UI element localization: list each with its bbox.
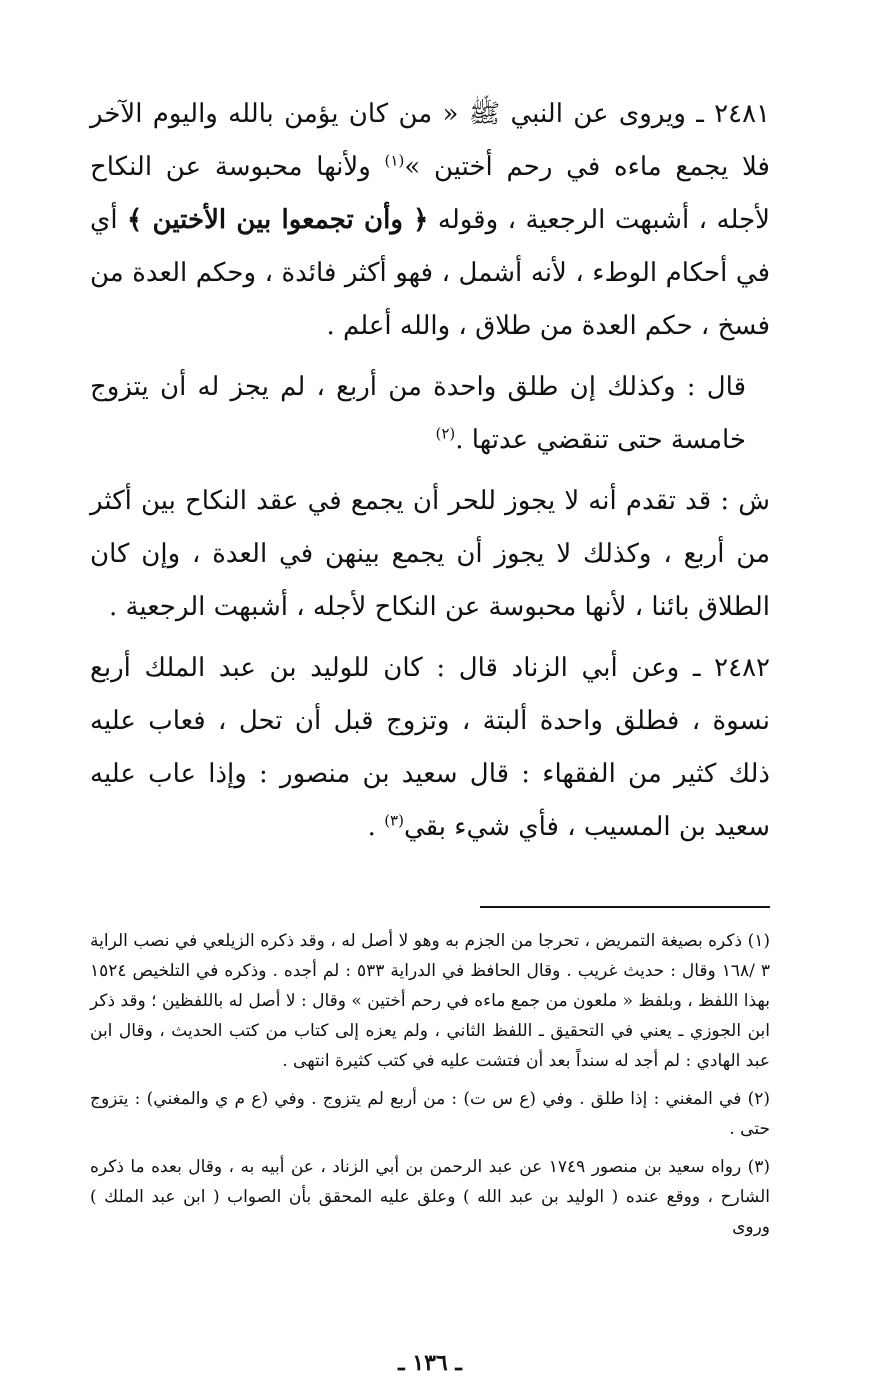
hadith-2482-paragraph (90, 642, 770, 854)
footnotes (90, 926, 770, 1250)
footnote-2: (٢) في المغني : إذا طلق . وفي (ع س ت) : من أربع لم يتزوج . وفي (ع م ي والمغني) : يتزوج حتى . (90, 1089, 770, 1139)
paragraph-text: أي في أحكام الوطء ، لأنه أشمل ، فهو أكثر فائدة ، وحكم العدة من فسخ ، حكم العدة من طلاق ، والله أعلم . (90, 205, 770, 341)
footnote-ref-1[interactable]: (١) (384, 151, 405, 170)
footnote-1: (١) ذكره بصيغة التمريض ، تحرجا من الجزم به وهو لا أصل له ، وقد ذكره الزيلعي في نصب الراية ٣ /١٦٨ وقال : حديث غريب . وقال الحافظ في الدراية ٥٣٣ : لم أجده . وذكره في التلخيص ١٥٢٤ بهذا اللفظ ، وبلفظ « ملعون من جمع ماءه في رحم أختين » وقال : لا أصل له باللفظين ؛ وقد ذكر ابن الجوزي ـ يعني في التحقيق ـ اللفظ الثاني ، ولم يعزه إلى كتاب من كتب الحديث ، وقال ابن عبد الهادي : لم أجد له سنداً بعد أن فتشت عليه في كتب كثيرة انتهى . (90, 931, 770, 1071)
quran-quote: ﴿ وأن تجمعوا بين الأختين ﴾ (127, 205, 429, 235)
page-number: ـ ١٣٦ ـ (398, 1350, 462, 1376)
footnote-3: (٣) رواه سعيد بن منصور ١٧٤٩ عن عبد الرحمن بن أبي الزناد ، عن أبيه به ، وقال بعده ما ذكره الشارح ، ووقع عنده ( الوليد بن عبد الله ) وعلق عليه المحقق بأن الصواب ( ابن عبد الملك ) وروى (90, 1157, 770, 1237)
matn-paragraph (90, 361, 770, 467)
book-page (90, 88, 770, 1376)
paragraph-text: ـ وعن أبي الزناد قال : كان للوليد بن عبد الملك أربع نسوة ، فطلق واحدة ألبتة ، وتزوج قبل أن تحل ، فعاب عليه ذلك كثير من الفقهاء : قال سعيد بن منصور : وإذا عاب عليه سعيد بن المسيب ، فأي شيء بقي (90, 653, 770, 842)
paragraph-text: ولأنها محبوسة عن النكاح لأجله ، أشبهت الرجعية ، وقوله (90, 152, 770, 235)
footnote-ref-3[interactable]: (٣) (384, 811, 404, 830)
main-text (90, 88, 770, 854)
hadith-number: ٢٤٨٢ (714, 653, 770, 683)
paragraph-text: قال : وكذلك إن طلق واحدة من أربع ، لم يجز له أن يتزوج خامسة حتى تنقضي عدتها . (90, 372, 746, 455)
commentary-paragraph (90, 475, 770, 634)
paragraph-text: ـ ويروى عن النبي ﷺ « من كان يؤمن بالله واليوم الآخر فلا يجمع ماءه في رحم أختين » (90, 99, 770, 182)
hadith-2481-paragraph (90, 88, 770, 353)
paragraph-text: . (367, 812, 385, 842)
hadith-number: ٢٤٨١ (714, 99, 770, 129)
footnote-separator (480, 906, 770, 908)
footnote-ref-2[interactable]: (٢) (435, 424, 456, 443)
paragraph-text: ش : قد تقدم أنه لا يجوز للحر أن يجمع في عقد النكاح بين أكثر من أربع ، وكذلك لا يجوز أن يجمع بينهن في العدة ، وإن كان الطلاق بائنا ، لأنها محبوسة عن النكاح لأجله ، أشبهت الرجعية . (90, 486, 770, 622)
